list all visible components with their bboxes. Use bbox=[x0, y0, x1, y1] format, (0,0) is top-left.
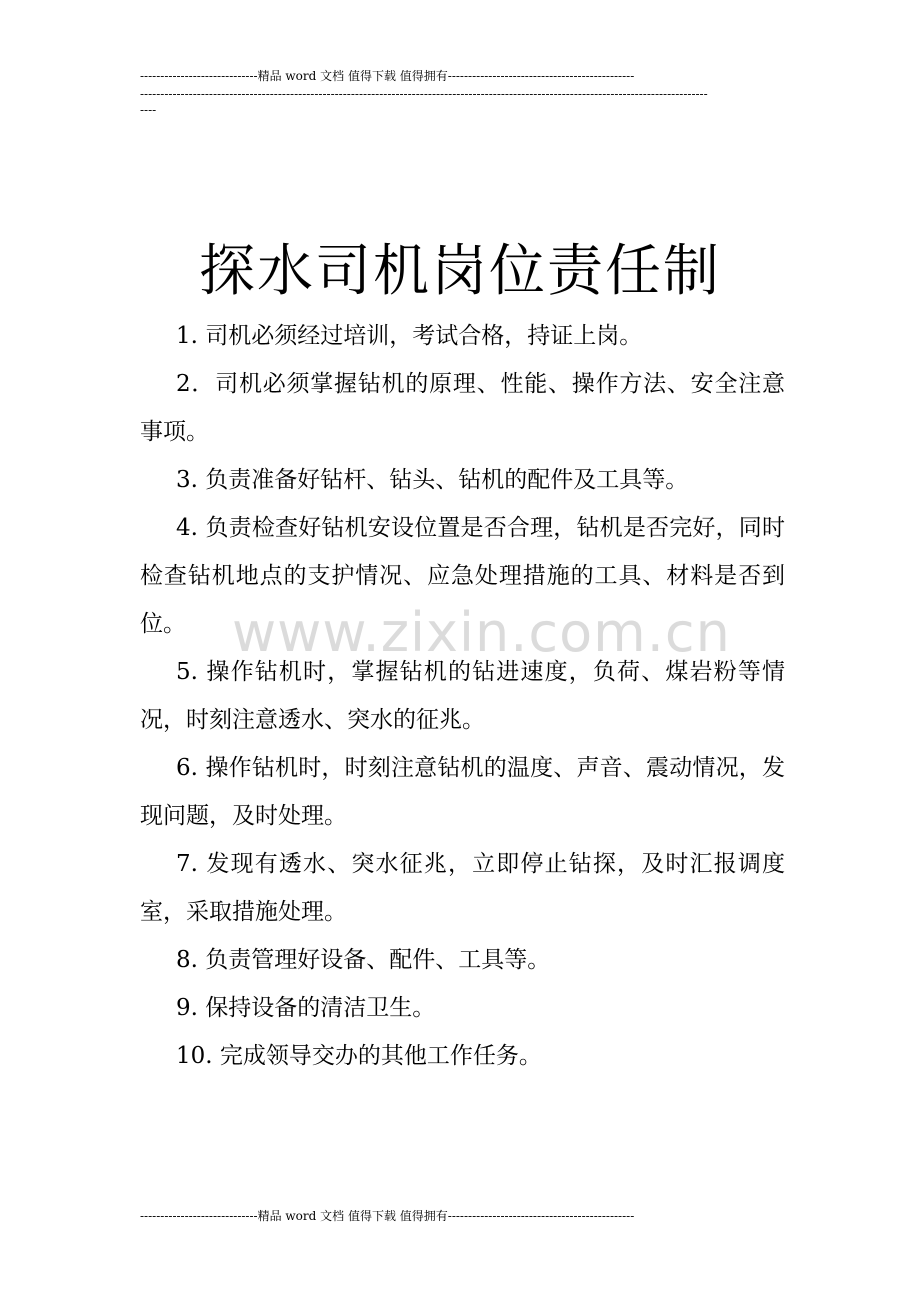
list-item: 2．司机必须掌握钻机的原理、性能、操作方法、安全注意事项。 bbox=[140, 371, 785, 445]
document-body bbox=[140, 312, 785, 1080]
header-line: -----------------------------精品 word 文档 值得下载 值得拥有---------------------------------------------- bbox=[140, 69, 635, 83]
header-divider-tail: ---- bbox=[140, 103, 157, 117]
header-divider: -------------------------------------------------------------------------------------------------------------------------------------------- bbox=[140, 87, 708, 101]
watermark: www.zixin.com.cn bbox=[232, 601, 731, 664]
list-item: 3. 负责准备好钻杆、钻头、钻机的配件及工具等。 bbox=[176, 467, 689, 493]
list-item: 7. 发现有透水、突水征兆，立即停止钻探，及时汇报调度室，采取措施处理。 bbox=[140, 851, 785, 925]
list-item: 1. 司机必须经过培训，考试合格，持证上岗。 bbox=[176, 323, 643, 349]
list-item: 9. 保持设备的清洁卫生。 bbox=[176, 995, 436, 1021]
list-item: 6. 操作钻机时，时刻注意钻机的温度、声音、震动情况，发现问题，及时处理。 bbox=[140, 755, 785, 829]
list-item: 8. 负责管理好设备、配件、工具等。 bbox=[176, 947, 551, 973]
footer-line: -----------------------------精品 word 文档 值得下载 值得拥有---------------------------------------------- bbox=[140, 1209, 635, 1223]
list-item: 5. 操作钻机时，掌握钻机的钻进速度，负荷、煤岩粉等情况，时刻注意透水、突水的征兆。 bbox=[140, 659, 785, 733]
list-item: 4. 负责检查好钻机安设位置是否合理，钻机是否完好，同时检查钻机地点的支护情况、应急处理措施的工具、材料是否到位。 bbox=[140, 515, 785, 637]
page-title: 探水司机岗位责任制 bbox=[199, 239, 721, 304]
list-item: 10. 完成领导交办的其他工作任务。 bbox=[176, 1043, 542, 1069]
